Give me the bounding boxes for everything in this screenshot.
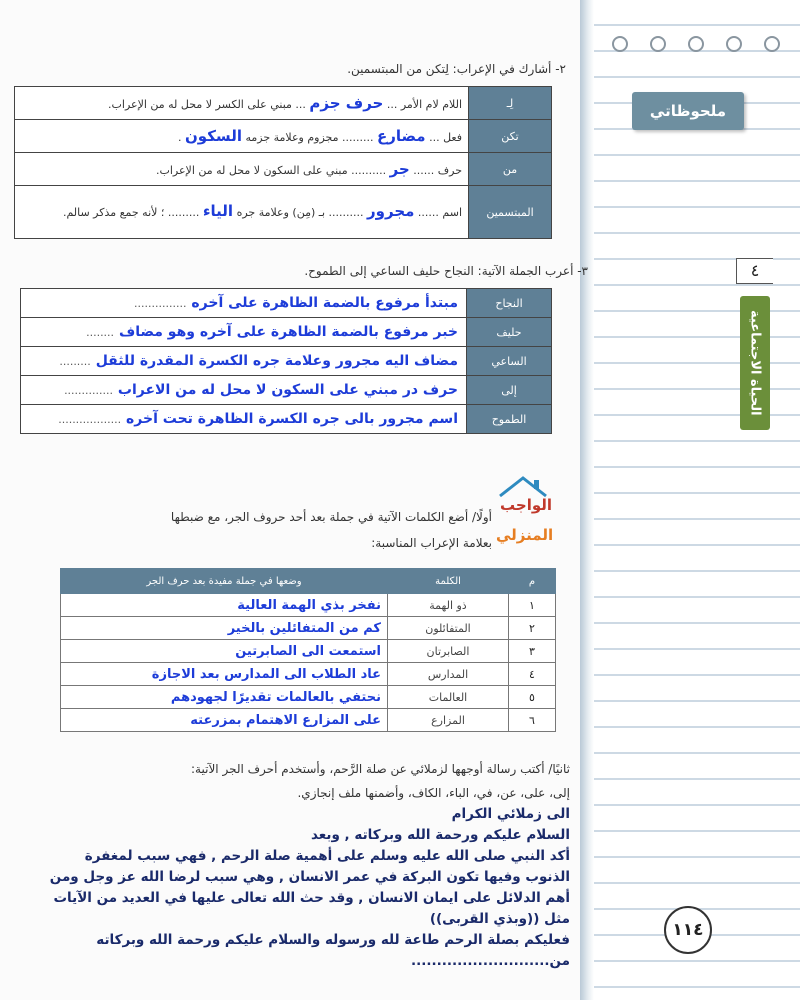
q3-answer-text: خبر مرفوع بالضمة الظاهرة على آخره وهو مضاف <box>118 324 458 340</box>
notes-sidebar <box>594 0 800 1000</box>
row-word: المزارع <box>388 709 509 732</box>
chapter-title: الحياة الاجتماعية <box>740 296 770 430</box>
row-word: المتفائلون <box>388 617 509 640</box>
q2-filled-answer: السكون <box>185 127 242 145</box>
homework-instruction: أولًا/ أضع الكلمات الآتية في جملة بعد أحد حروف الجر، مع ضبطها <box>170 510 492 524</box>
row-sentence: استمعت الى الصابرتين <box>61 640 388 663</box>
table-row <box>21 289 552 318</box>
q2-text: مجزوم وعلامة جزمه <box>245 131 339 144</box>
q3-word: إلى <box>467 376 552 405</box>
letter-line: أهم الدلائل على ايمان الانسان , وقد حث الله تعالى عليها في العديد من الآيات <box>53 890 570 906</box>
q2-text: بـ (مِن) وعلامة جره <box>236 206 326 219</box>
ring-icon <box>688 36 704 52</box>
q2-text: حرف <box>437 164 462 177</box>
q2-answer: حرف ...... جر .......... مبني على السكون لا محل له من الإعراب. <box>15 153 469 186</box>
ring-icon <box>726 36 742 52</box>
table-row <box>15 87 552 120</box>
table-row <box>21 405 552 434</box>
spiral-binding <box>580 0 594 1000</box>
row-number: ١ <box>509 594 556 617</box>
q3-answer: حرف در مبني على السكون لا محل له من الاعراب .............. <box>21 376 467 405</box>
row-number: ٣ <box>509 640 556 663</box>
page-number: ١١٤ <box>664 906 712 954</box>
ring-icon <box>764 36 780 52</box>
row-sentence: نحتفي بالعالمات تقديرًا لجهودهم <box>61 686 388 709</box>
letter-line: الذنوب وفيها تكون البركة في عمر الانسان , وهي سبب لرضا الله عز وجل ومن <box>49 869 570 885</box>
homework-instruction-2: بعلامة الإعراب المناسبة: <box>371 536 492 550</box>
table-row <box>21 347 552 376</box>
table-row <box>15 120 552 153</box>
q2-text: مبني على السكون لا محل له من الإعراب. <box>156 164 348 177</box>
section2-letters: إلى، على، عن، في، الباء، الكاف، وأضمنها ملف إنجازي. <box>297 786 570 800</box>
letter-line: من........................... <box>411 953 570 969</box>
row-sentence: نفخر بذي الهمة العالية <box>61 594 388 617</box>
q2-filled-answer: مجرور <box>367 202 415 220</box>
table-row <box>61 594 556 617</box>
q2-word: المبتسمين <box>469 186 552 239</box>
table-header <box>61 569 556 594</box>
table-row <box>21 376 552 405</box>
row-number: ٦ <box>509 709 556 732</box>
q2-text: . <box>178 131 182 144</box>
q2-text: مبني على الكسر لا محل له من الإعراب. <box>108 98 292 111</box>
row-number: ٢ <box>509 617 556 640</box>
table-row <box>15 186 552 239</box>
row-word: العالمات <box>388 686 509 709</box>
row-sentence: على المزارع الاهتمام بمزرعته <box>61 709 388 732</box>
q2-word: لِـ <box>469 87 552 120</box>
ring-icon <box>612 36 628 52</box>
row-sentence: كم من المتفائلين بالخير <box>61 617 388 640</box>
row-word: ذو الهمة <box>388 594 509 617</box>
q3-word: النجاح <box>467 289 552 318</box>
q3-answer-text: مضاف اليه مجرور وعلامة جره الكسرة المقدرة للثقل <box>95 353 458 369</box>
q2-title: ٢- أشارك في الإعراب: لِتكن من المبتسمين. <box>347 62 566 76</box>
row-word: المدارس <box>388 663 509 686</box>
table-row <box>61 709 556 732</box>
table-row <box>61 686 556 709</box>
header-number: م <box>509 569 556 594</box>
table-row <box>61 617 556 640</box>
letter-line: مثل ((وبذي القربى)) <box>429 911 570 927</box>
q2-filled-answer: مضارع <box>377 127 426 145</box>
q2-filled-answer: الياء <box>202 202 234 220</box>
header-word: الكلمة <box>388 569 509 594</box>
q3-answer-text: مبتدأ مرفوع بالضمة الظاهرة على آخره <box>191 295 458 311</box>
q3-word: الساعي <box>467 347 552 376</box>
row-word: الصابرتان <box>388 640 509 663</box>
header-sentence: وضعها في جملة مفيدة بعد حرف الجر <box>61 569 388 594</box>
q2-word: تكن <box>469 120 552 153</box>
letter-line: الى زملائي الكرام <box>451 806 570 822</box>
q2-word: من <box>469 153 552 186</box>
q2-filled-answer: حرف جزم <box>309 94 384 112</box>
table-row <box>61 640 556 663</box>
q3-answer: خبر مرفوع بالضمة الظاهرة على آخره وهو مضاف ........ <box>21 318 467 347</box>
q3-title: ٣- أعرب الجملة الآتية: النجاح حليف الساعي إلى الطموح. <box>304 264 588 278</box>
table-row <box>61 663 556 686</box>
letter-line: السلام عليكم ورحمة الله وبركاته , وبعد <box>310 827 570 843</box>
q2-answer: اسم ...... مجرور .......... بـ (مِن) وعلامة جره الياء ......... ؛ لأنه جمع مذكر سالم. <box>15 186 469 239</box>
letter-text <box>0 804 570 972</box>
q3-answer: اسم مجرور بالى جره الكسرة الظاهرة تحت آخره .................. <box>21 405 467 434</box>
row-number: ٥ <box>509 686 556 709</box>
section2-instruction: ثانيًا/ أكتب رسالة أوجهها لزملائي عن صلة الرَّحم، وأستخدم أحرف الجر الآتية: <box>191 762 570 776</box>
homework-badge-sub: المنزلي <box>496 526 554 544</box>
q3-answer: مبتدأ مرفوع بالضمة الظاهرة على آخره ............... <box>21 289 467 318</box>
q2-table <box>14 86 552 239</box>
homework-table <box>60 568 556 732</box>
q3-word: حليف <box>467 318 552 347</box>
q2-filled-answer: جر <box>389 160 410 178</box>
q3-table <box>20 288 552 434</box>
letter-line: فعليكم بصلة الرحم طاعة لله ورسوله والسلام عليكم ورحمة الله وبركاته <box>96 932 570 948</box>
notes-label: ملحوظاتي <box>632 92 744 130</box>
chapter-number: ٤ <box>736 258 773 284</box>
homework-badge: الواجب <box>500 496 553 514</box>
q2-text: فعل <box>443 131 462 144</box>
binding-rings <box>612 36 800 52</box>
table-row <box>15 153 552 186</box>
q2-answer: فعل ... مضارع ......... مجزوم وعلامة جزمه السكون . <box>15 120 469 153</box>
q2-text: اسم <box>442 206 462 219</box>
q2-answer: اللام لام الأمر ... حرف جزم ... مبني على الكسر لا محل له من الإعراب. <box>15 87 469 120</box>
q3-answer: مضاف اليه مجرور وعلامة جره الكسرة المقدرة للثقل ......... <box>21 347 467 376</box>
ring-icon <box>650 36 666 52</box>
q3-answer-text: حرف در مبني على السكون لا محل له من الاعراب <box>117 382 458 398</box>
table-row <box>21 318 552 347</box>
row-number: ٤ <box>509 663 556 686</box>
q2-text: ؛ لأنه جمع مذكر سالم. <box>62 206 165 219</box>
q3-answer-text: اسم مجرور بالى جره الكسرة الظاهرة تحت آخره <box>126 411 458 427</box>
q3-word: الطموح <box>467 405 552 434</box>
row-sentence: عاد الطلاب الى المدارس بعد الاجازة <box>61 663 388 686</box>
letter-line: أكد النبي صلى الله عليه وسلم على أهمية صلة الرحم , فهي سبب لمغفرة <box>84 848 570 864</box>
q2-text: اللام لام الأمر <box>400 98 462 111</box>
